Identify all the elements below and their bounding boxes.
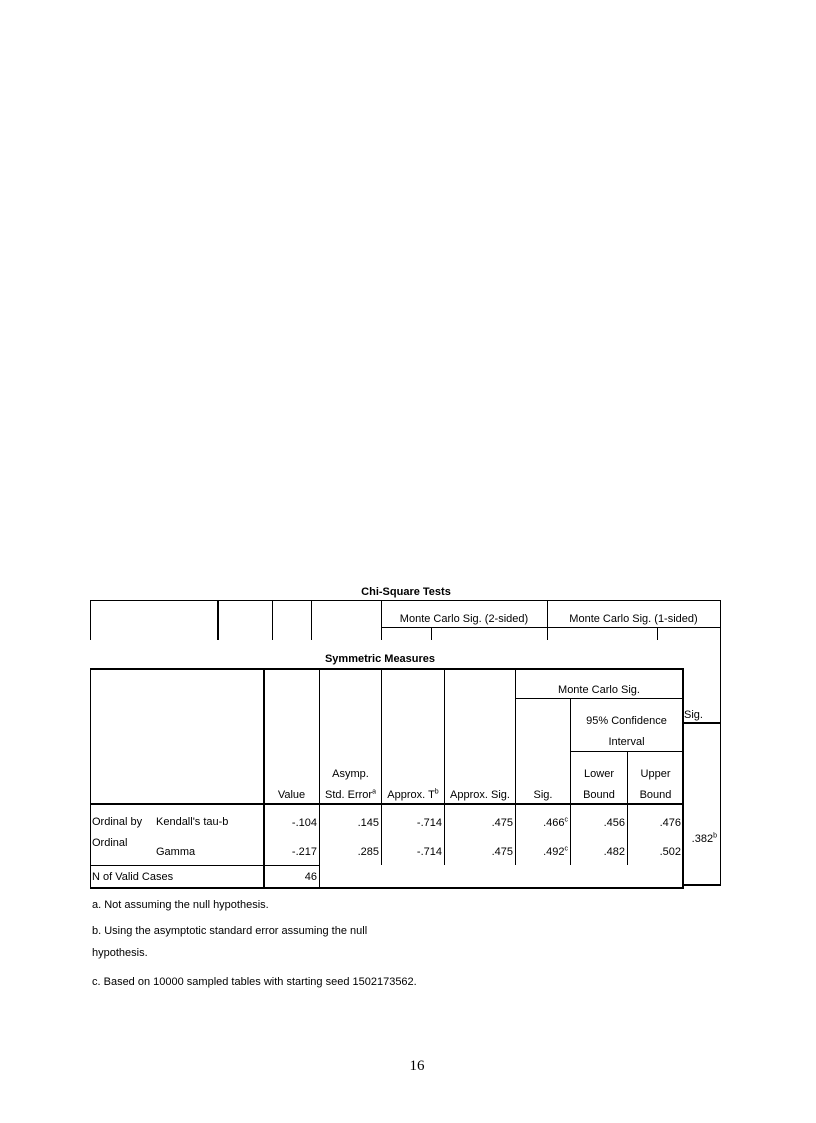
header-sig: Sig. — [533, 789, 553, 801]
symmetric-title: Symmetric Measures — [324, 653, 436, 665]
chi-col-sep-6 — [431, 627, 432, 640]
sym-top-border — [90, 668, 684, 670]
header-ci-line2: Interval — [608, 736, 645, 748]
header-upper-line1: Upper — [640, 768, 671, 780]
cell-upper: .502 — [659, 846, 681, 858]
header-approx-sig: Approx. Sig. — [450, 789, 510, 801]
header-asymp-line2: Std. Error$^a$ — [325, 788, 376, 801]
cell-value: -.104 — [291, 817, 317, 829]
cell-sig: .492$^c$ — [543, 845, 568, 858]
cell-approx-sig: .475 — [491, 817, 513, 829]
group-label-line1: Ordinal by — [92, 816, 143, 828]
n-valid-label: N of Valid Cases — [92, 871, 174, 883]
header-asymp-line1: Asymp. — [332, 768, 369, 780]
chi-col-sep-3 — [311, 600, 312, 640]
chi-col-sep-7 — [657, 627, 658, 640]
header-lower-line2: Bound — [583, 789, 615, 801]
row-measure: Kendall's tau-b — [156, 816, 229, 828]
chi-header-rule — [683, 722, 721, 724]
header-approx-t: Approx. $T^b$ — [387, 788, 439, 801]
page-number: 16 — [409, 1058, 425, 1074]
cell-upper: .476 — [659, 817, 681, 829]
chi-bottom-border — [683, 884, 721, 886]
sym-bottom-border — [90, 887, 684, 889]
chi-col-sep-2 — [272, 600, 273, 640]
footnote-b-line1: b. Using the asymptotic standard error assuming the null — [92, 925, 368, 937]
chi-sig-header: Sig. — [684, 709, 703, 721]
cell-approx-t: -.714 — [416, 817, 442, 829]
cell-lower: .456 — [603, 817, 625, 829]
footnote-b-line2: hypothesis. — [92, 947, 148, 959]
chi-square-title: Chi-Square Tests — [361, 586, 451, 598]
chi-col-sep-1 — [217, 600, 219, 640]
cell-lower: .482 — [603, 846, 625, 858]
cell-ase: .285 — [357, 846, 379, 858]
n-valid-value: 46 — [304, 871, 317, 883]
header-upper-line2: Bound — [639, 789, 672, 801]
sym-header-rule — [90, 803, 684, 805]
header-value: Value — [277, 789, 306, 801]
footnote-a: a. Not assuming the null hypothesis. — [92, 899, 269, 911]
cell-sig: .466$^c$ — [543, 816, 568, 829]
cell-value: -.217 — [291, 846, 317, 858]
cell-ase: .145 — [357, 817, 379, 829]
cell-approx-t: -.714 — [416, 846, 442, 858]
footnote-c: c. Based on 10000 sampled tables with starting seed 1502173562. — [92, 976, 417, 988]
chi-right-border — [720, 600, 721, 886]
sym-col-sep-3 — [381, 668, 382, 865]
sym-ci-rule — [570, 751, 683, 752]
chi-top-border — [90, 600, 721, 601]
row-measure: Gamma — [156, 846, 196, 858]
chi-mc-1sided-header: Monte Carlo Sig. (1-sided) — [569, 613, 698, 625]
chi-mc-2sided-header: Monte Carlo Sig. (2-sided) — [399, 613, 529, 625]
cell-approx-sig: .475 — [491, 846, 513, 858]
sym-col-sep-4 — [444, 668, 445, 865]
chi-value-cell: .382$^b$ — [691, 832, 717, 845]
header-monte-carlo-sig: Monte Carlo Sig. — [558, 684, 640, 696]
header-ci-line1: 95% Confidence — [586, 715, 667, 727]
sym-left-border — [90, 668, 91, 888]
group-label-line2: Ordinal — [92, 837, 128, 849]
sym-mc-rule — [515, 698, 683, 699]
header-lower-line1: Lower — [584, 768, 614, 780]
sym-n-rule — [90, 865, 320, 866]
